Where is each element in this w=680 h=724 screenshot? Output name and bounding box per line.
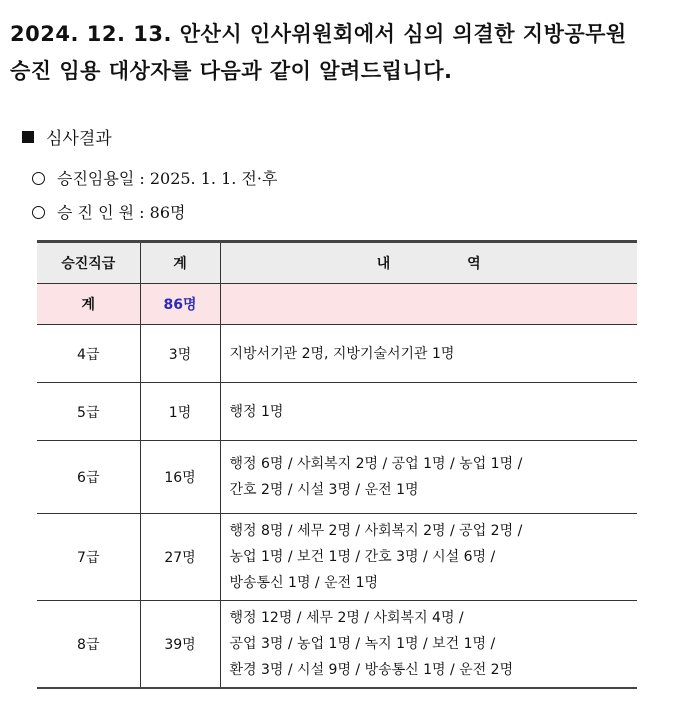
detail-line: 공업 3명 / 농업 1명 / 녹지 1명 / 보건 1명 / xyxy=(229,636,496,652)
promotion-count-text: 승 진 인 원 : 86명 xyxy=(57,203,186,222)
heading-line-1: 2024. 12. 13. 안산시 인사위원회에서 심의 의결한 지방공무원 xyxy=(10,22,627,46)
count-cell: 1명 xyxy=(140,383,220,441)
announcement-heading xyxy=(10,16,674,90)
detail-line: 지방서기관 2명, 지방기술서기관 1명 xyxy=(229,345,455,362)
header-count: 계 xyxy=(140,242,220,284)
square-bullet-icon xyxy=(22,131,34,143)
detail-line: 행정 8명 / 세무 2명 / 사회복지 2명 / 공업 2명 / xyxy=(229,523,523,539)
header-grade: 승진직급 xyxy=(37,242,140,284)
table-row xyxy=(37,383,637,441)
total-detail xyxy=(220,284,637,325)
detail-line: 농업 1명 / 보건 1명 / 간호 3명 / 시설 6명 / xyxy=(229,549,496,565)
table-row xyxy=(37,601,637,689)
detail-line: 방송통신 1명 / 운전 1명 xyxy=(229,575,379,591)
detail-line: 간호 2명 / 시설 3명 / 운전 1명 xyxy=(229,482,419,498)
total-row xyxy=(37,284,637,325)
count-cell: 27명 xyxy=(140,514,220,601)
detail-cell xyxy=(220,514,637,601)
detail-line: 행정 6명 / 사회복지 2명 / 공업 1명 / 농업 1명 / xyxy=(229,456,523,472)
section-title-text: 심사결과 xyxy=(46,129,112,149)
detail-line: 환경 3명 / 시설 9명 / 방송통신 1명 / 운전 2명 xyxy=(229,662,514,678)
grade-cell: 8급 xyxy=(37,601,140,689)
count-cell: 39명 xyxy=(140,601,220,689)
table-header-row xyxy=(37,242,637,284)
total-label: 계 xyxy=(37,284,140,325)
promotion-count-item xyxy=(32,201,185,225)
detail-cell xyxy=(220,325,637,383)
grade-cell: 4급 xyxy=(37,325,140,383)
detail-line: 행정 1명 xyxy=(229,403,284,420)
heading-line-2: 승진 임용 대상자를 다음과 같이 알려드립니다. xyxy=(10,59,453,83)
promotion-table xyxy=(37,240,637,689)
grade-cell: 5급 xyxy=(37,383,140,441)
detail-cell xyxy=(220,441,637,514)
grade-cell: 7급 xyxy=(37,514,140,601)
promotion-date-item xyxy=(32,167,277,191)
promotion-date-text: 승진임용일 : 2025. 1. 1. 전·후 xyxy=(57,169,278,188)
count-cell: 3명 xyxy=(140,325,220,383)
circle-bullet-icon xyxy=(32,206,45,219)
grade-cell: 6급 xyxy=(37,441,140,514)
table-row xyxy=(37,325,637,383)
detail-line: 행정 12명 / 세무 2명 / 사회복지 4명 / xyxy=(229,610,464,626)
header-detail: 내 역 xyxy=(220,242,637,284)
detail-cell xyxy=(220,601,637,689)
circle-bullet-icon xyxy=(32,172,45,185)
table-row xyxy=(37,514,637,601)
section-title xyxy=(22,127,112,151)
table-row xyxy=(37,441,637,514)
total-count: 86명 xyxy=(140,284,220,325)
detail-cell xyxy=(220,383,637,441)
count-cell: 16명 xyxy=(140,441,220,514)
